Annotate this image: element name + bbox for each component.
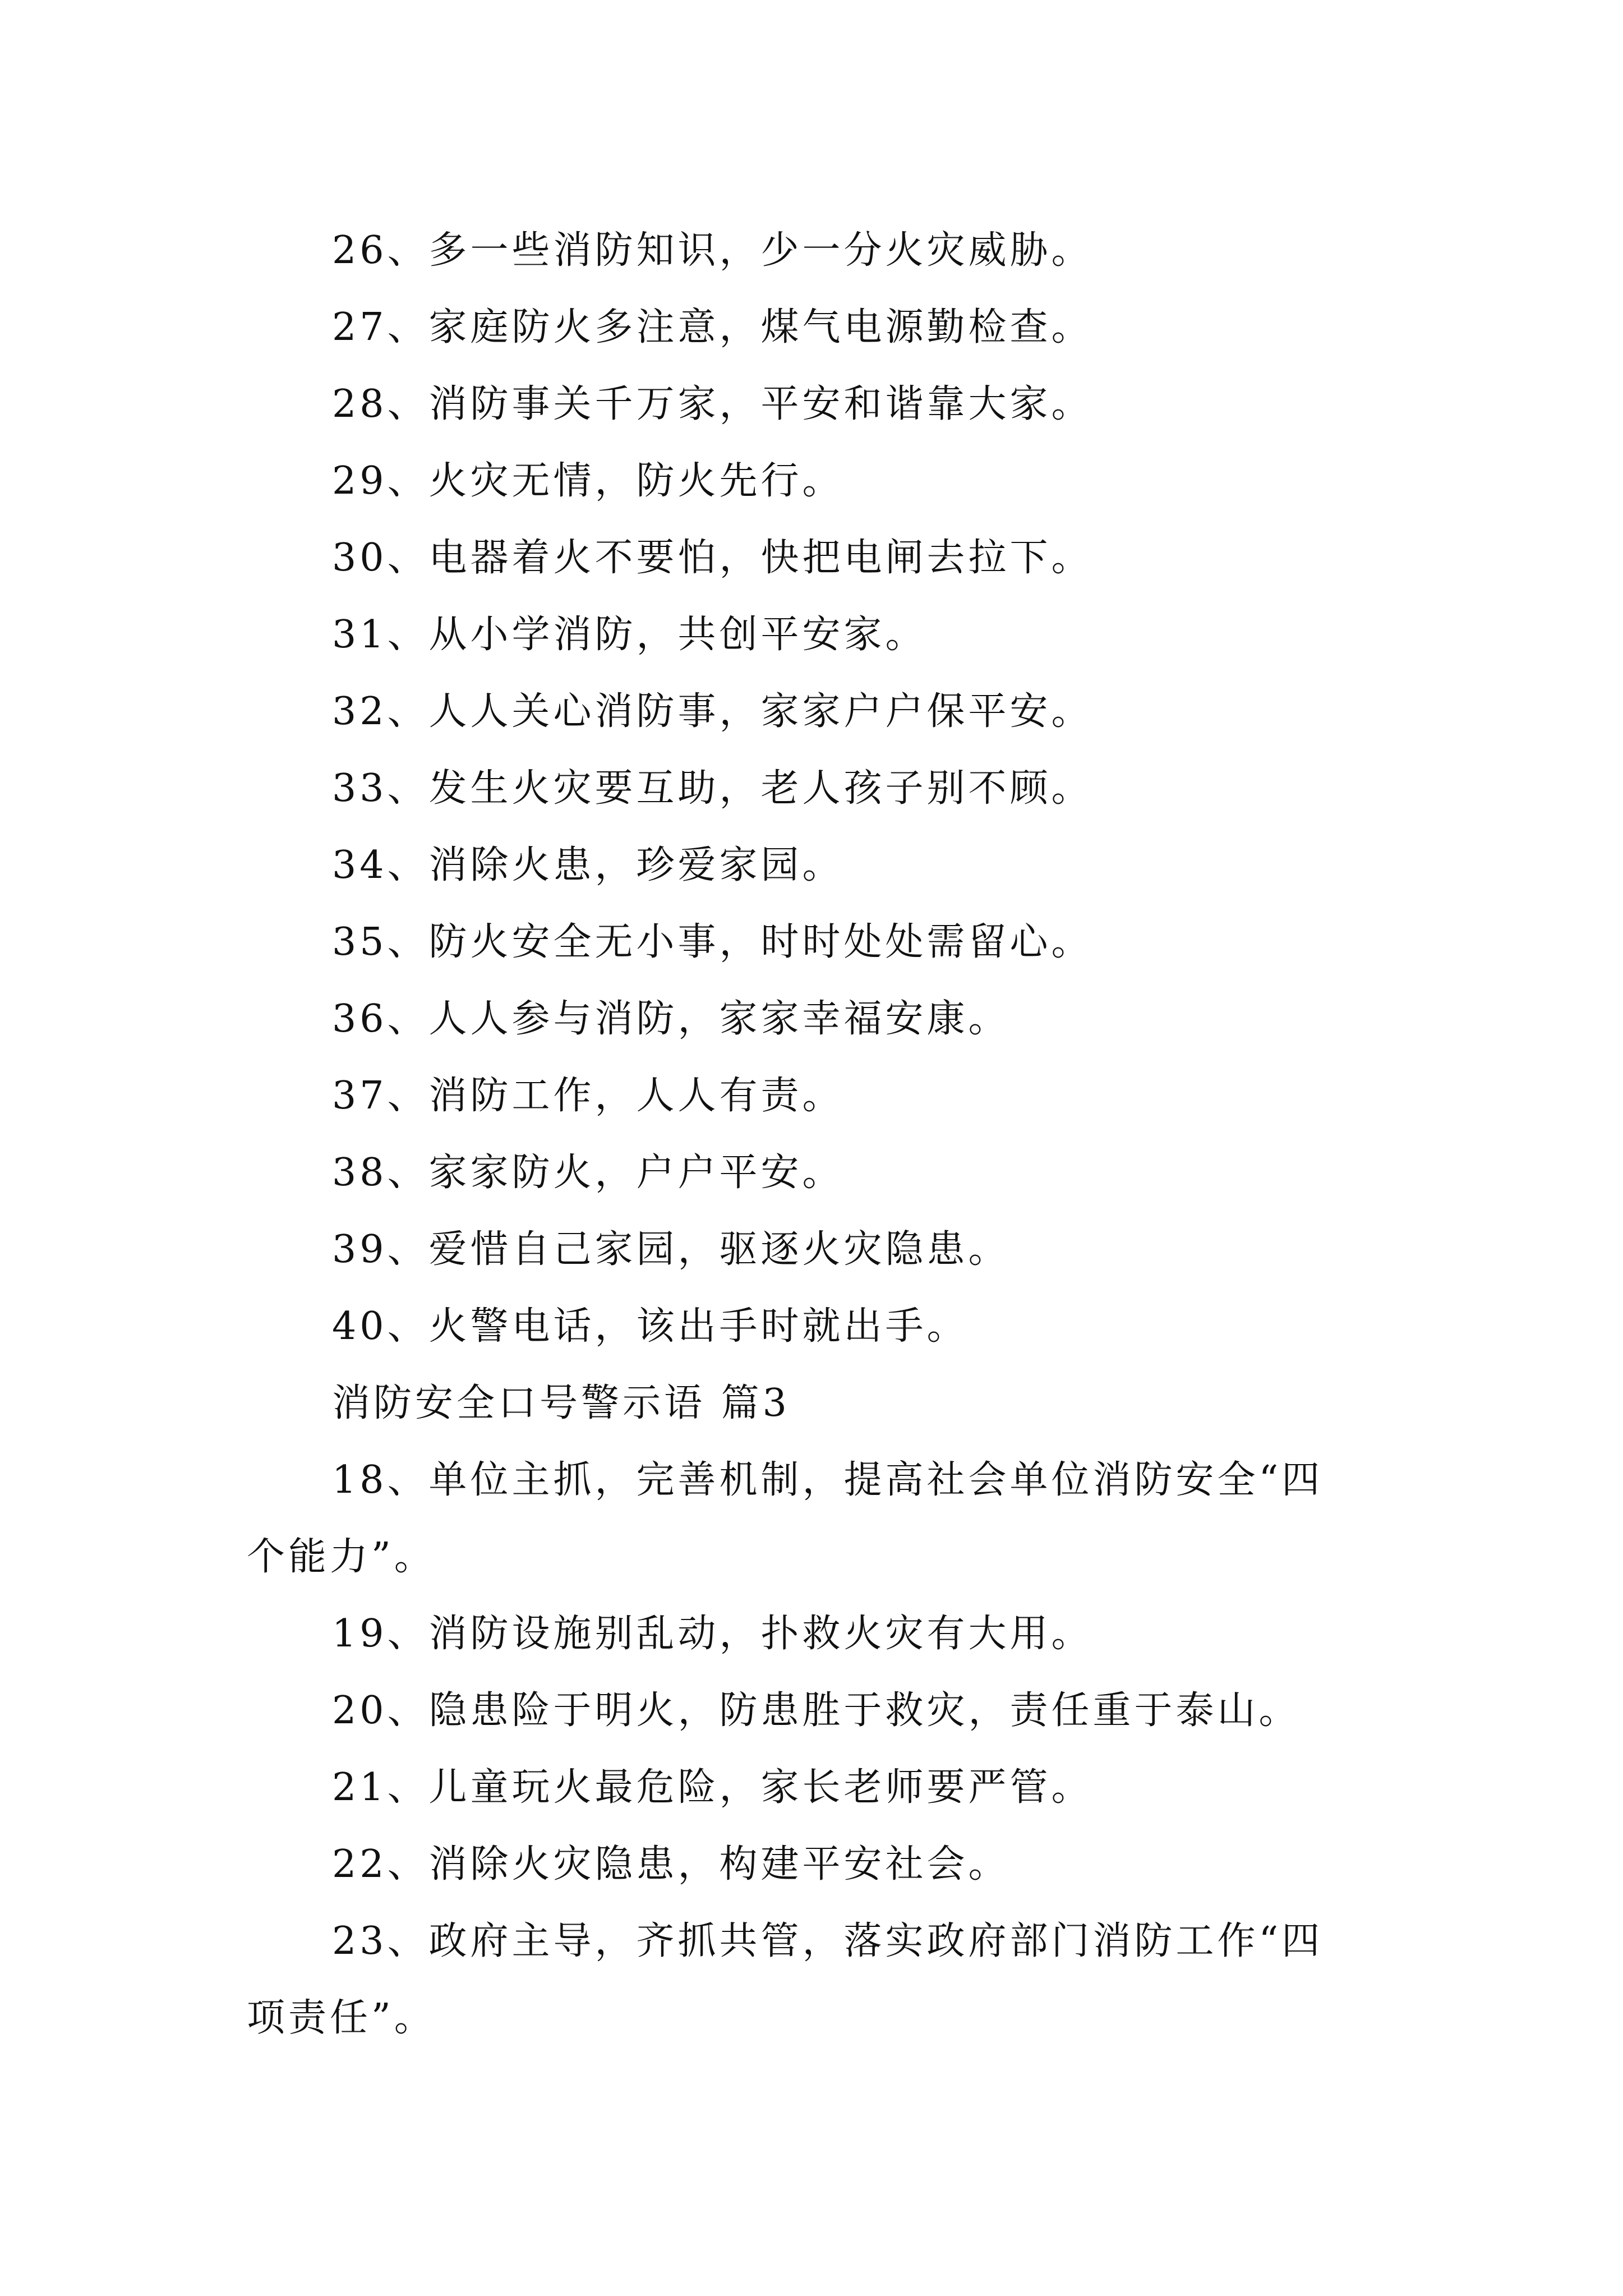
list-item: 21、儿童玩火最危险，家长老师要严管。 [332,1765,1093,1810]
list-item: 31、从小学消防，共创平安家。 [332,613,927,657]
list-item: 33、发生火灾要互助，老人孩子别不顾。 [332,766,1093,811]
list-item: 18、单位主抓，完善机制，提高社会单位消防安全“四 [332,1458,1324,1502]
list-item: 36、人人参与消防，家家幸福安康。 [332,997,1010,1041]
list-item: 32、人人关心消防事，家家户户保平安。 [332,689,1093,734]
list-item: 37、消防工作，人人有责。 [332,1074,844,1118]
list-item: 30、电器着火不要怕，快把电闸去拉下。 [332,536,1093,580]
document-body [247,212,1391,2056]
list-item: 20、隐患险于明火，防患胜于救灾，责任重于泰山。 [332,1688,1301,1733]
list-item-continuation: 个能力”。 [247,1535,436,1579]
section-heading: 消防安全口号警示语 篇3 [332,1381,790,1425]
list-item: 40、火警电话，该出手时就出手。 [332,1304,969,1349]
list-item: 26、多一些消防知识，少一分火灾威胁。 [332,228,1093,273]
list-item: 23、政府主导，齐抓共管，落实政府部门消防工作“四 [332,1919,1324,1963]
list-item: 27、家庭防火多注意，煤气电源勤检查。 [332,305,1093,349]
list-item: 35、防火安全无小事，时时处处需留心。 [332,920,1093,964]
list-item: 22、消除火灾隐患，构建平安社会。 [332,1842,1010,1887]
list-item: 34、消除火患，珍爱家园。 [332,843,844,887]
list-item: 29、火灾无情，防火先行。 [332,459,844,503]
list-item: 38、家家防火，户户平安。 [332,1151,844,1195]
list-item: 28、消防事关千万家，平安和谐靠大家。 [332,382,1093,426]
list-item: 19、消防设施别乱动，扑救火灾有大用。 [332,1612,1093,1656]
list-item-continuation: 项责任”。 [247,1996,436,2040]
list-item: 39、爱惜自己家园，驱逐火灾隐患。 [332,1227,1010,1272]
